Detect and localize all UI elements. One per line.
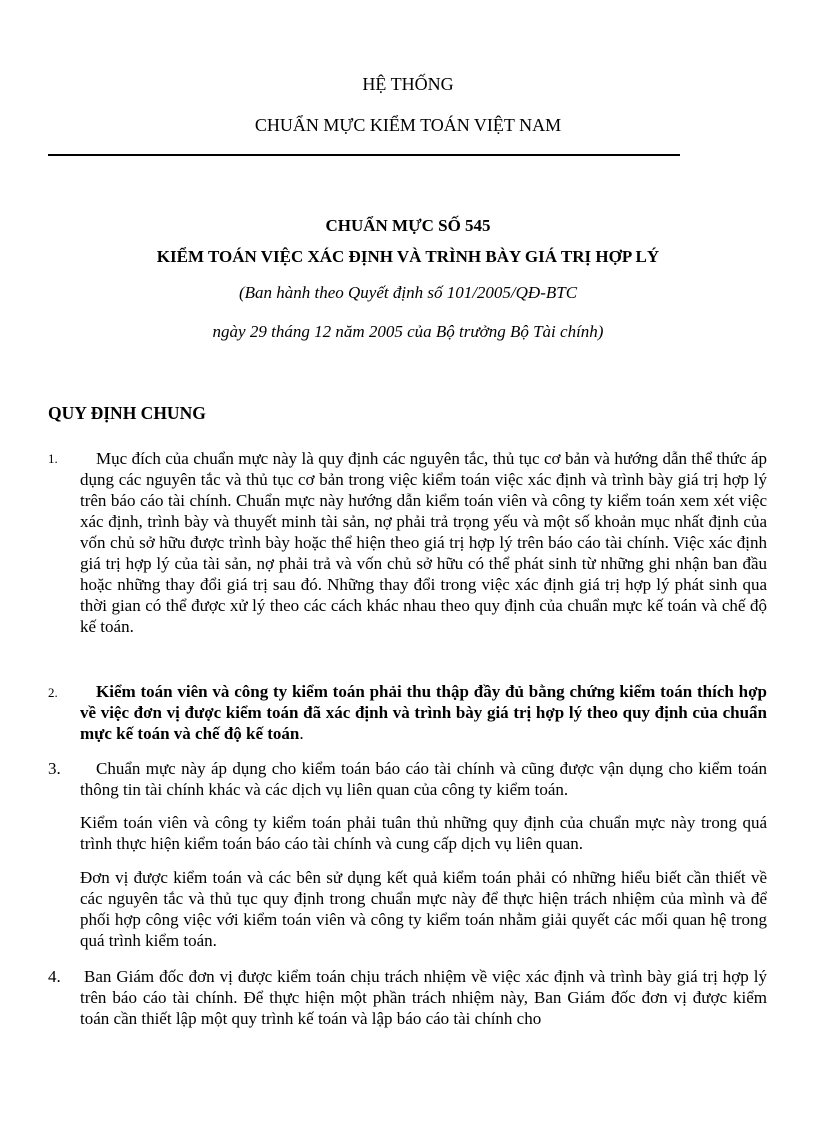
standard-number: CHUẨN MỰC SỐ 545	[325, 216, 491, 235]
paragraph-number: 2.	[48, 685, 58, 700]
paragraph-text: Mục đích của chuẩn mực này là quy định các nguyên tắc, thủ tục cơ bản và hướng dẫn thể thức áp dụng các nguyên tắc và thủ tục cơ bản trong việc kiểm toán việc xác định và trình bày giá trị hợp lý trên báo cáo tài chính. Chuẩn mực này hướng dẫn kiểm toán viên và công ty kiểm toán xem xét việc xác định, trình bày và thuyết minh tài sản, nợ phải trả trọng yếu và một số khoản mục nhất định của vốn chủ sở hữu được trình bày hoặc thể hiện theo giá trị hợp lý trên báo cáo tài chính. Việc xác định giá trị hợp lý của tài sản, nợ phải trả và vốn chủ sở hữu có thể phát sinh từ những ghi nhận ban đầu hoặc những thay đổi giá trị sau đó. Những thay đổi trong việc xác định giá trị hợp lý phát sinh qua thời gian có thể được xử lý theo các cách khác nhau theo quy định của chuẩn mực kế toán và chế độ kế toán.	[80, 449, 767, 636]
paragraph	[80, 812, 767, 854]
paragraph-text: Chuẩn mực này áp dụng cho kiểm toán báo cáo tài chính và cũng được vận dụng cho kiểm toán thông tin tài chính khác và các dịch vụ liên quan của công ty kiểm toán.	[80, 759, 767, 799]
paragraph-text: Kiểm toán viên và công ty kiểm toán phải thu thập đầy đủ bằng chứng kiểm toán thích hợp về việc đơn vị được kiểm toán đã xác định và trình bày giá trị hợp lý theo quy định của chuẩn mực kế toán và chế độ kế toán	[80, 682, 767, 743]
standard-name: KIỂM TOÁN VIỆC XÁC ĐỊNH VÀ TRÌNH BÀY GIÁ TRỊ HỢP LÝ	[156, 247, 660, 266]
section-heading: QUY ĐỊNH CHUNG	[48, 403, 206, 423]
paragraph-text: Đơn vị được kiểm toán và các bên sử dụng kết quả kiểm toán phải có những hiểu biết cần thiết về các nguyên tắc và thủ tục quy định trong chuẩn mực này để thực hiện trách nhiệm của mình và để phối hợp công việc với kiểm toán viên và công ty kiểm toán nhằm giải quyết các mối quan hệ trong quá trình kiểm toán.	[80, 868, 767, 950]
system-title: HỆ THỐNG	[362, 74, 454, 94]
issuance-note-line2: ngày 29 tháng 12 năm 2005 của Bộ trưởng Bộ Tài chính)	[212, 322, 604, 341]
paragraph-text: Kiểm toán viên và công ty kiểm toán phải tuân thủ những quy định của chuẩn mực này trong quá trình thực hiện kiểm toán báo cáo tài chính và cung cấp dịch vụ liên quan.	[80, 813, 767, 853]
header-divider	[48, 154, 680, 156]
paragraph	[80, 966, 767, 1029]
paragraph-number: 4.	[48, 967, 61, 986]
paragraph-text: Ban Giám đốc đơn vị được kiểm toán chịu trách nhiệm về việc xác định và trình bày giá trị hợp lý trên báo cáo tài chính. Để thực hiện một phần trách nhiệm này, Ban Giám đốc đơn vị được kiểm toán cần thiết lập một quy trình kế toán và lập báo cáo tài chính cho	[80, 967, 767, 1028]
paragraph	[80, 867, 767, 951]
paragraph	[80, 758, 767, 800]
system-subtitle: CHUẨN MỰC KIỂM TOÁN VIỆT NAM	[254, 115, 562, 135]
paragraph-number: 3.	[48, 759, 61, 778]
paragraph	[80, 448, 767, 637]
paragraph-emphasis	[80, 681, 767, 744]
paragraph-trailing: .	[299, 724, 304, 743]
issuance-note-line1: (Ban hành theo Quyết định số 101/2005/QĐ-BTC	[238, 283, 578, 302]
paragraph-number: 1.	[48, 451, 58, 466]
